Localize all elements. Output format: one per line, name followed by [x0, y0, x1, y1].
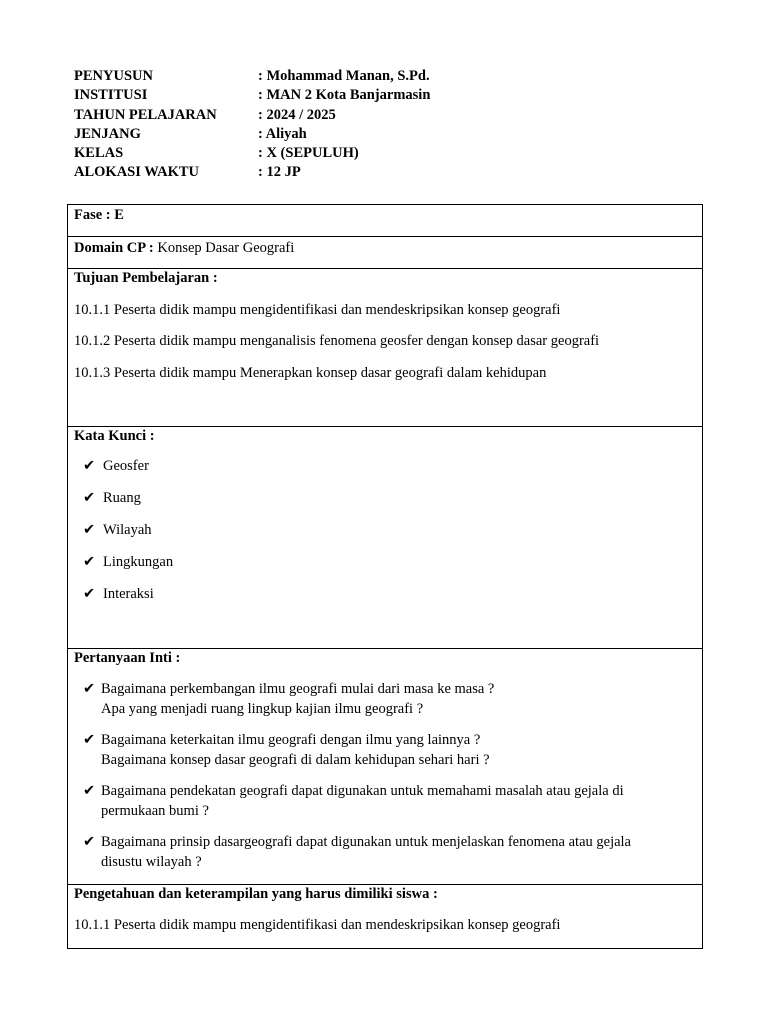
tujuan-item: 10.1.2 Peserta didik mampu menganalisis fenomena geosfer dengan konsep dasar geografi [74, 333, 600, 349]
checkmark-icon: ✔ [83, 522, 96, 538]
checkmark-icon: ✔ [83, 834, 96, 850]
question-line: disustu wilayah ? [101, 854, 202, 870]
info-label: INSTITUSI [74, 87, 148, 104]
keyword-text: Interaksi [103, 586, 154, 602]
keyword-text: Geosfer [103, 458, 149, 474]
checkmark-icon: ✔ [83, 458, 96, 474]
pengetahuan-section [68, 885, 702, 948]
question-line: Bagaimana konsep dasar geografi di dalam kehidupan sehari hari ? [101, 752, 490, 768]
kata-kunci-label: Kata Kunci : [74, 428, 155, 444]
keyword-text: Wilayah [103, 522, 152, 538]
info-row-jenjang [74, 125, 430, 144]
keyword-item [83, 585, 154, 603]
question-item [83, 781, 681, 821]
info-row-kelas [74, 144, 430, 163]
info-value: : Mohammad Manan, S.Pd. [258, 68, 430, 84]
pengetahuan-label: Pengetahuan dan keterampilan yang harus dimiliki siswa : [74, 886, 438, 902]
info-value: : MAN 2 Kota Banjarmasin [258, 87, 431, 104]
info-label: TAHUN PELAJARAN [74, 106, 217, 123]
kata-kunci-section [68, 427, 702, 649]
question-line: Apa yang menjadi ruang lingkup kajian ilmu geografi ? [101, 701, 424, 717]
info-label: ALOKASI WAKTU [74, 164, 200, 181]
pertanyaan-section [68, 649, 702, 885]
question-line: Bagaimana pendekatan geografi dapat digunakan untuk memahami masalah atau gejala di [101, 783, 624, 799]
fase-row [68, 205, 702, 237]
keyword-item [83, 521, 152, 539]
info-value: : X (SEPULUH) [258, 145, 359, 162]
checkmark-icon: ✔ [83, 554, 96, 570]
keyword-item [83, 489, 141, 507]
info-label: KELAS [74, 145, 124, 162]
question-line: Bagaimana perkembangan ilmu geografi mulai dari masa ke masa ? [101, 681, 495, 697]
checkmark-icon: ✔ [83, 681, 96, 697]
tujuan-section [68, 269, 702, 427]
keyword-text: Ruang [103, 490, 141, 506]
domain-row [68, 237, 702, 269]
lesson-table [67, 204, 703, 949]
info-value: : 2024 / 2025 [258, 106, 336, 123]
question-item [83, 832, 681, 872]
pengetahuan-item: 10.1.1 Peserta didik mampu mengidentifikasi dan mendeskripsikan konsep geografi [74, 917, 561, 933]
question-item [83, 679, 681, 719]
checkmark-icon: ✔ [83, 490, 96, 506]
domain-label: Domain CP : [74, 240, 154, 256]
checkmark-icon: ✔ [83, 732, 96, 748]
info-value: : Aliyah [258, 125, 307, 142]
info-label: PENYUSUN [74, 68, 153, 84]
pertanyaan-label: Pertanyaan Inti : [74, 650, 181, 666]
checkmark-icon: ✔ [83, 586, 96, 602]
question-line: permukaan bumi ? [101, 803, 209, 819]
info-row-penyusun [74, 67, 430, 86]
domain-value: Konsep Dasar Geografi [153, 240, 295, 256]
info-row-institusi [74, 86, 430, 105]
info-label: JENJANG [74, 125, 141, 142]
keyword-text: Lingkungan [103, 554, 174, 570]
info-value: : 12 JP [258, 164, 301, 181]
info-row-tahun [74, 106, 430, 125]
keyword-item [83, 457, 149, 475]
domain-heading [74, 239, 702, 257]
tujuan-label: Tujuan Pembelajaran : [74, 270, 218, 286]
fase-label: Fase : E [74, 207, 124, 223]
question-line: Bagaimana prinsip dasargeografi dapat digunakan untuk menjelaskan fenomena atau gejala [101, 834, 631, 850]
info-block [74, 67, 430, 183]
tujuan-item: 10.1.3 Peserta didik mampu Menerapkan konsep dasar geografi dalam kehidupan [74, 365, 547, 381]
keyword-item [83, 553, 173, 571]
tujuan-item: 10.1.1 Peserta didik mampu mengidentifikasi dan mendeskripsikan konsep geografi [74, 302, 561, 318]
checkmark-icon: ✔ [83, 783, 96, 799]
question-line: Bagaimana keterkaitan ilmu geografi dengan ilmu yang lainnya ? [101, 732, 481, 748]
question-item [83, 730, 681, 770]
info-row-alokasi [74, 163, 430, 182]
